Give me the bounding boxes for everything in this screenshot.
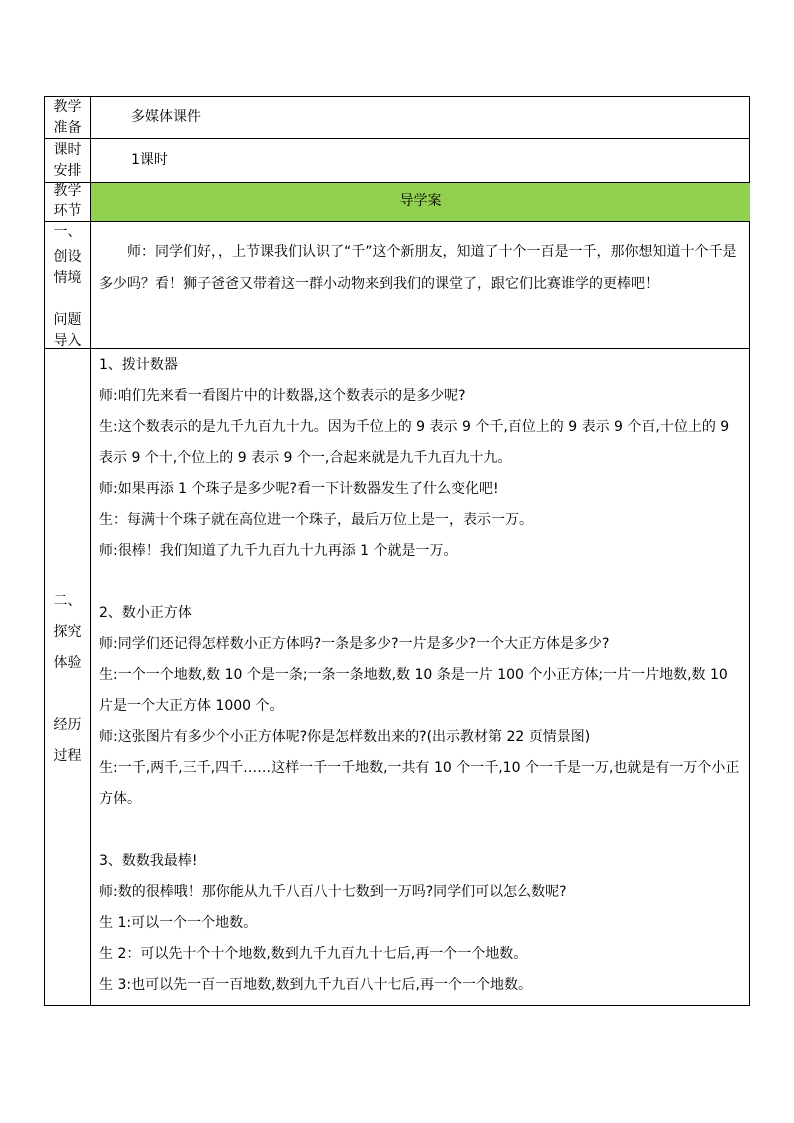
content-line: 生:一个一个地数,数 10 个是一条;一条一条地数,数 10 条是一片 100 个小正方体;一片一片地数,数 10 片是一个大正方体 1000 个。: [99, 667, 728, 714]
row-divider: [44, 182, 750, 183]
row-divider: [44, 348, 750, 349]
label-line: 情境: [53, 270, 82, 286]
label-line: 课时: [53, 142, 82, 158]
hours-value: 1课时: [131, 152, 168, 168]
content-line: 3、数数我最棒!: [99, 853, 198, 869]
label-line: 准备: [53, 120, 82, 136]
content-line: 生 1:可以一个一个地数。: [99, 915, 258, 931]
content-line: 师:很棒！我们知道了九千九百九十九再添 1 个就是一万。: [99, 543, 458, 559]
label-line: 安排: [53, 163, 82, 179]
content-line: 生 3:也可以先一百一百地数,数到九千九百八十七后,再一个一个地数。: [99, 977, 532, 993]
explore-label: [45, 586, 90, 772]
content-line: 生 2：可以先十个十个地数,数到九千九百九十七后,再一个一个地数。: [99, 946, 528, 962]
content-line: 师:这张图片有多少个小正方体呢?你是怎样数出来的?(出示教材第 22 页情景图): [99, 729, 591, 745]
content-line: 生：每满十个珠子就在高位进一个珠子，最后万位上是一，表示一万。: [99, 512, 533, 528]
step-label: [45, 182, 90, 221]
intro-text: 师：同学们好，，上节课我们认识了“千”这个新朋友，知道了十个一百是一千，那你想知道十个千是多少吗？看！狮子爸爸又带着这一群小动物来到我们的课堂了，跟它们比赛谁学的更棒吧！: [99, 244, 737, 292]
intro-label: [45, 222, 90, 352]
row-divider: [44, 221, 750, 222]
label-line: [45, 289, 90, 310]
content-line: 师:咱们先来看一看图片中的计数器,这个数表示的是多少呢?: [99, 388, 466, 404]
hours-label: [45, 140, 90, 182]
label-line: 问题: [53, 312, 82, 328]
label-line: 环节: [53, 202, 82, 219]
label-line: 探究: [53, 624, 82, 640]
content-line: 生:一千,两千,三千,四千……这样一千一千地数,一共有 10 个一千,10 个一千是一万,也就是有一万个小正方体。: [99, 760, 740, 807]
column-divider: [90, 96, 91, 1006]
prep-value: 多媒体课件: [131, 109, 201, 125]
label-line: [45, 679, 90, 710]
content-line: 生:这个数表示的是九千九百九十九。因为千位上的 9 表示 9 个千,百位上的 9 表示 9 个百,十位上的 9 表示 9 个十,个位上的 9 表示 9 个一,合起来就是九千九百九十九。: [99, 419, 730, 466]
label-line: 教学: [53, 99, 82, 115]
step-value: 导学案: [399, 193, 442, 209]
explore-content: [99, 350, 744, 1001]
blank-line: [99, 567, 744, 598]
label-line: 二、: [53, 593, 82, 609]
label-line: 一、: [53, 224, 82, 240]
content-line: 2、数小正方体: [99, 605, 192, 621]
label-line: 创设: [53, 249, 82, 265]
blank-line: [99, 815, 744, 846]
label-line: 教学: [53, 183, 82, 199]
label-line: 经历: [53, 717, 82, 733]
prep-label: [45, 97, 90, 139]
content-line: 1、拨计数器: [99, 357, 178, 373]
label-line: 体验: [53, 655, 82, 671]
content-line: 师:数的很棒哦！那你能从九千八百八十七数到一万吗?同学们可以怎么数呢?: [99, 884, 567, 900]
content-line: 师:同学们还记得怎样数小正方体吗?一条是多少?一片是多少?一个大正方体是多少?: [99, 636, 610, 652]
label-line: 导入: [53, 333, 82, 349]
content-line: 师:如果再添 1 个珠子是多少呢?看一下计数器发生了什么变化吧!: [99, 481, 499, 497]
label-line: 过程: [53, 748, 82, 764]
lesson-plan-table: [44, 96, 750, 1006]
